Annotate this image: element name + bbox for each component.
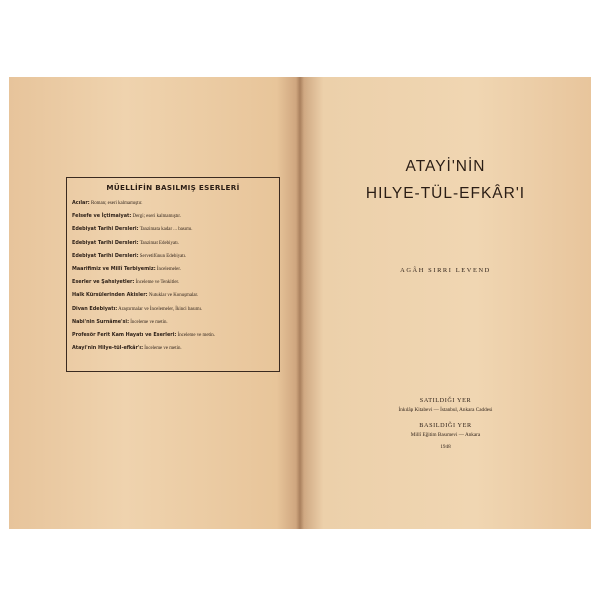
right-page (300, 77, 591, 529)
book-spread (9, 77, 591, 529)
work-item: Halk Kürsülerinden Akisler: Nutuklar ve Konuşmalar. (72, 292, 199, 299)
printed-heading: BASILDIĞI YER (419, 422, 472, 429)
work-item: Eserler ve Şahsiyetler: İnceleme ve Tenkitler. (72, 279, 180, 286)
publication-year: 1948 (440, 444, 451, 450)
work-item: Edebiyat Tarihi Dersleri: Servetifünun Edebiyatı. (72, 252, 187, 259)
sold-text: İnkılâp Kitabevi — İstanbul, Ankara Caddesi (398, 407, 493, 413)
work-item: Divan Edebiyatı: Araştırmalar ve İncelemeler, İkinci basımı. (72, 305, 203, 312)
book-title-line1: ATAYİ'NİN (405, 158, 486, 175)
work-item: Edebiyat Tarihi Dersleri: Tanzimata kadar ... basımı. (72, 226, 193, 233)
sold-heading: SATILDIĞI YER (419, 397, 472, 404)
box-title: MÜELLİFİN BASILMIŞ ESERLERİ (106, 183, 240, 192)
work-item: Felsefe ve İçtimaiyat: Dergi; eseri kalmamıştır. (72, 213, 181, 220)
published-works-box (66, 177, 280, 372)
work-item: Acılar: Roman; eseri kalmamıştır. (72, 200, 143, 206)
author-name: AGÂH SIRRI LEVEND (400, 267, 491, 274)
book-gutter (296, 77, 304, 529)
work-item: Maarifimiz ve Millî Terbiyemiz: İncelemeler. (72, 266, 181, 273)
left-page (9, 77, 300, 529)
work-item: Atayi'nin Hilye-tül-efkâr'ı: İnceleme ve metin. (72, 345, 182, 352)
work-item: Edebiyat Tarihi Dersleri: Tanzimat Edebiyatı. (72, 239, 180, 246)
book-title-line2: HILYE-TÜL-EFKÂR'I (365, 185, 526, 202)
work-item: Profesör Ferit Kam Hayatı ve Eserleri: İnceleme ve metin. (72, 332, 215, 339)
printed-text: Millî Eğitim Basımevi — Ankara (410, 432, 481, 438)
work-item: Nabi'nin Surnâme'si: İnceleme ve metin. (72, 318, 168, 325)
